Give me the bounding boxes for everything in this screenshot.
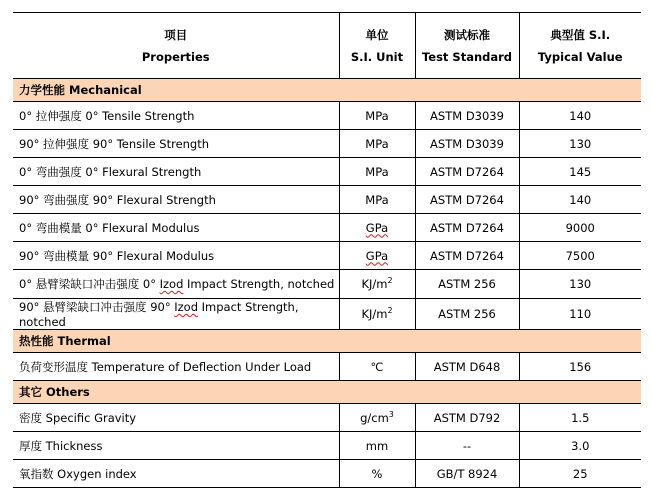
value-cell: 145 xyxy=(519,158,641,186)
standard-cell: ASTM D7264 xyxy=(415,214,519,242)
property-cell xyxy=(13,299,339,330)
property-text: Impact Strength, notched xyxy=(19,300,299,329)
property-text: 90° 悬臂梁缺口冲击强度 90° xyxy=(19,300,175,314)
properties-table xyxy=(13,13,641,487)
value-cell: 140 xyxy=(519,186,641,214)
property-cell: 密度 Specific Gravity xyxy=(13,404,339,432)
header-row xyxy=(13,13,641,79)
unit-cell: % xyxy=(339,460,415,488)
unit-cell: mm xyxy=(339,432,415,460)
value-cell: 156 xyxy=(519,353,641,381)
unit-cell: MPa xyxy=(339,158,415,186)
table-row xyxy=(13,432,641,460)
unit-cell: MPa xyxy=(339,102,415,130)
standard-cell: ASTM D648 xyxy=(415,353,519,381)
property-text: Impact Strength, notched xyxy=(183,277,335,291)
section-header xyxy=(13,381,641,404)
unit-cell xyxy=(339,214,415,242)
unit-cell xyxy=(339,299,415,330)
unit-superscript: 2 xyxy=(387,306,393,316)
property-cell: 厚度 Thickness xyxy=(13,432,339,460)
table-row xyxy=(13,299,641,330)
value-cell: 3.0 xyxy=(519,432,641,460)
table-row xyxy=(13,460,641,488)
standard-cell: GB/T 8924 xyxy=(415,460,519,488)
property-text-flagged: Izod xyxy=(159,277,184,291)
header-unit-en: S.I. Unit xyxy=(350,49,404,64)
standard-cell: ASTM D7264 xyxy=(415,186,519,214)
header-value-zh: 典型值 S.I. xyxy=(550,27,611,42)
header-unit xyxy=(339,13,415,79)
section-header xyxy=(13,330,641,353)
standard-cell: ASTM 256 xyxy=(415,270,519,299)
section-title: 热性能 Thermal xyxy=(13,330,641,353)
table-row xyxy=(13,242,641,270)
value-cell: 7500 xyxy=(519,242,641,270)
header-standard-en: Test Standard xyxy=(421,49,513,64)
property-cell: 负荷变形温度 Temperature of Deflection Under Load xyxy=(13,353,339,381)
unit-cell xyxy=(339,242,415,270)
table-row xyxy=(13,404,641,432)
value-cell: 130 xyxy=(519,270,641,299)
value-cell: 25 xyxy=(519,460,641,488)
header-properties-zh: 项目 xyxy=(164,27,188,42)
value-cell: 9000 xyxy=(519,214,641,242)
standard-cell: ASTM 256 xyxy=(415,299,519,330)
unit-cell: MPa xyxy=(339,186,415,214)
header-value-en: Typical Value xyxy=(537,49,623,64)
property-cell: 氧指数 Oxygen index xyxy=(19,466,137,481)
table-row xyxy=(13,158,641,186)
properties-sheet xyxy=(13,12,641,488)
unit-cell xyxy=(339,270,415,299)
table-row xyxy=(13,270,641,299)
value-cell: 1.5 xyxy=(519,404,641,432)
header-properties-en: Properties xyxy=(141,49,210,64)
standard-cell: -- xyxy=(415,432,519,460)
table-row xyxy=(13,102,641,130)
unit-text: KJ/m xyxy=(361,307,388,321)
value-cell: 110 xyxy=(519,299,641,330)
value-cell: 130 xyxy=(519,130,641,158)
standard-cell: ASTM D3039 xyxy=(415,130,519,158)
value-cell: 140 xyxy=(519,102,641,130)
header-properties xyxy=(13,13,339,79)
unit-text: KJ/m xyxy=(361,277,388,291)
header-unit-zh: 单位 xyxy=(365,27,389,42)
section-title: 其它 Others xyxy=(13,381,641,404)
standard-cell: ASTM D3039 xyxy=(415,102,519,130)
section-title: 力学性能 Mechanical xyxy=(13,79,641,102)
property-cell: 0° 拉伸强度 0° Tensile Strength xyxy=(13,102,339,130)
property-cell xyxy=(13,270,339,299)
property-cell: 90° 弯曲强度 90° Flexural Strength xyxy=(13,186,339,214)
unit-superscript: 3 xyxy=(388,409,394,419)
standard-cell: ASTM D7264 xyxy=(415,242,519,270)
table-row xyxy=(13,186,641,214)
header-standard-zh: 测试标准 xyxy=(444,27,490,42)
unit-text: g/cm xyxy=(360,410,389,425)
property-cell: 90° 弯曲模量 90° Flexural Modulus xyxy=(13,242,339,270)
table-row xyxy=(13,214,641,242)
unit-superscript: 2 xyxy=(387,276,393,286)
unit-cell xyxy=(339,404,415,432)
property-cell: 0° 弯曲模量 0° Flexural Modulus xyxy=(13,214,339,242)
table-body xyxy=(13,79,641,488)
header-value xyxy=(519,13,641,79)
standard-cell: ASTM D7264 xyxy=(415,158,519,186)
table-row xyxy=(13,130,641,158)
header-standard xyxy=(415,13,519,79)
unit-text: GPa xyxy=(365,248,389,263)
property-cell: 0° 弯曲强度 0° Flexural Strength xyxy=(13,158,339,186)
table-row xyxy=(13,353,641,381)
property-text: 0° 悬臂梁缺口冲击强度 0° xyxy=(19,277,160,291)
section-header xyxy=(13,79,641,102)
unit-cell: MPa xyxy=(339,130,415,158)
unit-text: GPa xyxy=(365,220,389,235)
standard-cell: ASTM D792 xyxy=(415,404,519,432)
property-cell: 90° 拉伸强度 90° Tensile Strength xyxy=(13,130,339,158)
property-text-flagged: Izod xyxy=(174,300,198,314)
unit-cell: ℃ xyxy=(339,353,415,381)
